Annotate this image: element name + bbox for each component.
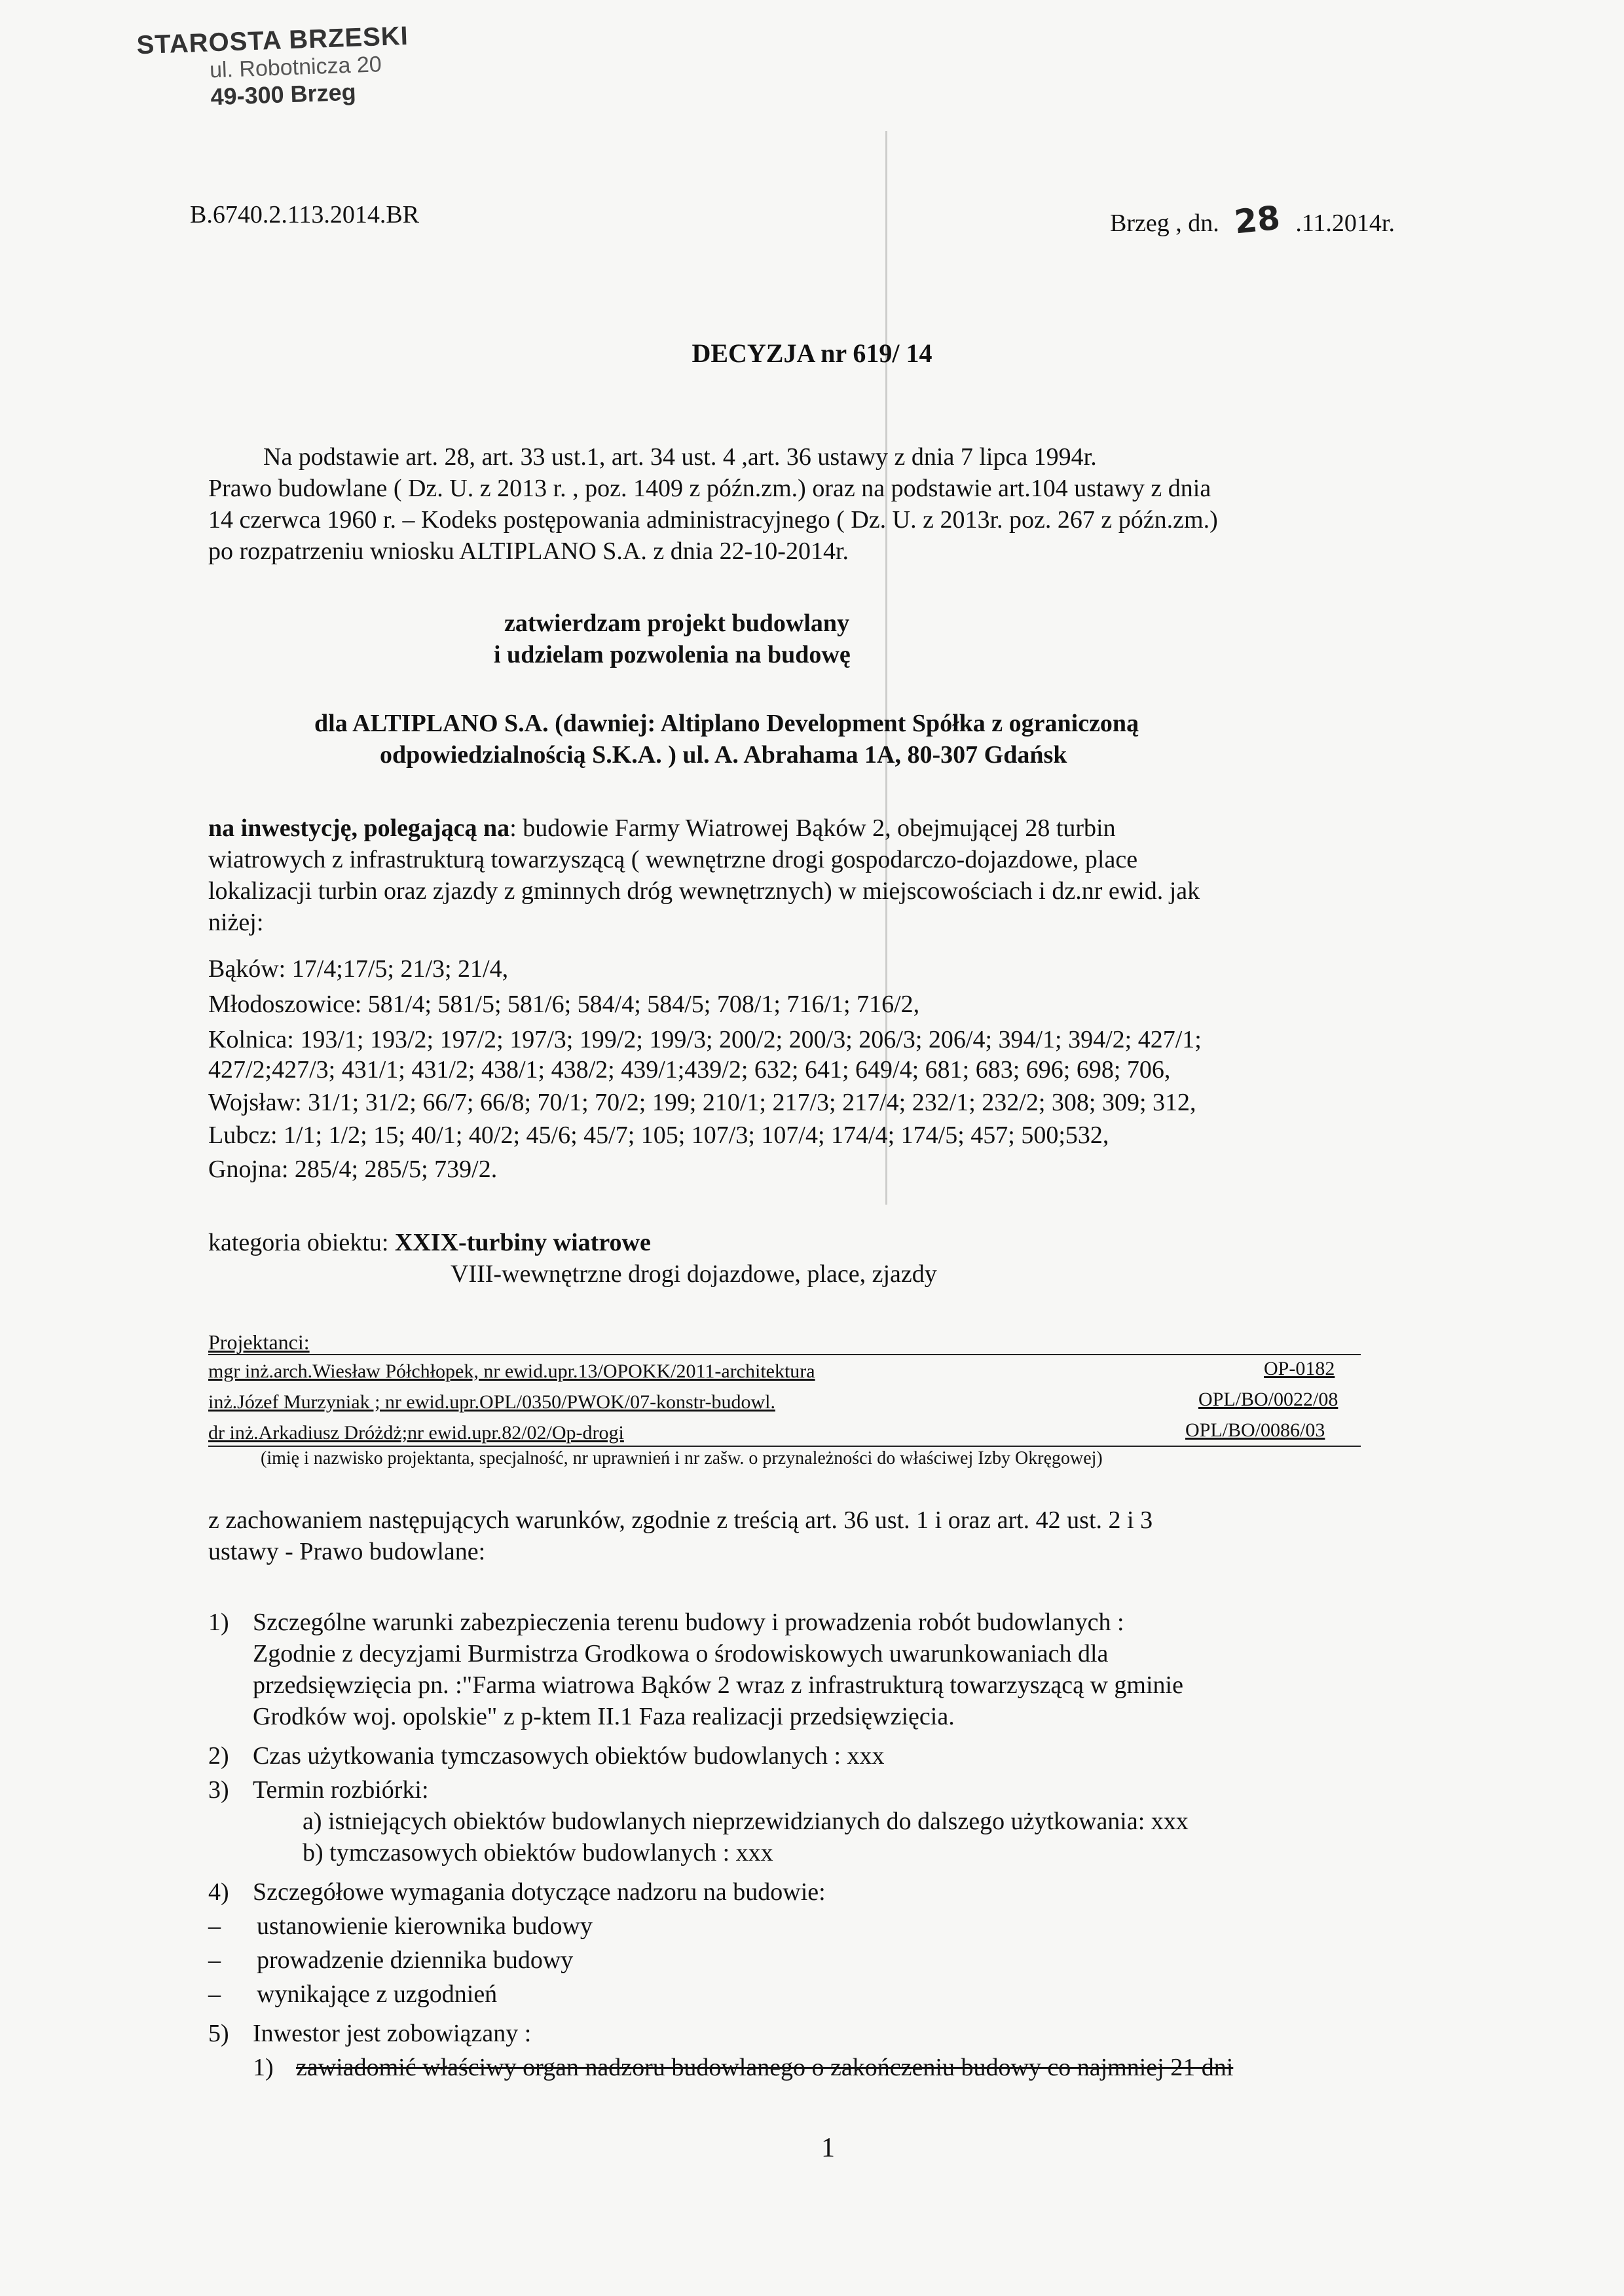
condition-1-number: 1): [208, 1609, 229, 1636]
bullet-text-3: wynikające z uzgodnień: [257, 1980, 498, 2008]
conditions-intro-1: z zachowaniem następujących warunków, zgodnie z treścią art. 36 ust. 1 i oraz art. 42 ust. 2 i 3: [208, 1506, 1153, 1534]
condition-3-number: 3): [208, 1776, 229, 1804]
condition-1-line-3: przedsięwzięcia pn. :"Farma wiatrowa Bąków 2 wraz z infrastrukturą towarzyszącą w gminie: [253, 1671, 1183, 1699]
parcels-kolnica-2: 427/2;427/3; 431/1; 431/2; 438/1; 438/2; 439/1;439/2; 632; 641; 649/4; 681; 683; 696; 698; 706,: [208, 1056, 1171, 1084]
condition-2-text: Czas użytkowania tymczasowych obiektów budowlanych : xxx: [253, 1742, 885, 1770]
category-main: XXIX-turbiny wiatrowe: [394, 1229, 651, 1256]
bullet-dash-1: –: [208, 1912, 221, 1940]
parcels-kolnica-1: Kolnica: 193/1; 193/2; 197/2; 197/3; 199/2; 199/3; 200/2; 200/3; 206/3; 206/4; 394/1; 394/2; 427/1;: [208, 1026, 1202, 1053]
investment-line-4: niżej:: [208, 909, 264, 936]
condition-4-text: Szczegółowe wymagania dotyczące nadzoru na budowie:: [253, 1878, 826, 1906]
designer-3-code: OPL/BO/0086/03: [1185, 1419, 1325, 1441]
bullet-text-2: prowadzenie dziennika budowy: [257, 1946, 574, 1974]
designer-1-name: mgr inż.arch.Wiesław Półchłopek, nr ewid.upr.13/OPOKK/2011-architektura: [208, 1360, 815, 1382]
stamp-postcode: 49-300 Brzeg: [210, 78, 357, 111]
reference-number: B.6740.2.113.2014.BR: [190, 201, 420, 228]
category-label: kategoria obiektu:: [208, 1229, 395, 1256]
designer-1-code: OP-0182: [1264, 1358, 1335, 1379]
stamp-street: ul. Robotnicza 20: [209, 52, 382, 83]
decision-line-2: i udzielam pozwolenia na budowę: [494, 641, 851, 668]
basis-line-3: 14 czerwca 1960 r. – Kodeks postępowania administracyjnego ( Dz. U. z 2013r. poz. 267 z późn.zm.): [208, 506, 1218, 534]
condition-4-number: 4): [208, 1878, 229, 1906]
condition-3-text: Termin rozbiórki:: [253, 1776, 429, 1804]
category-line: [208, 1228, 651, 1258]
investment-line-3: lokalizacji turbin oraz zjazdy z gminnych dróg wewnętrznych) w miejscowościach i dz.nr ewid. jak: [208, 877, 1200, 905]
designers-rule-1: [208, 1354, 1361, 1355]
handwritten-day: 28: [1232, 198, 1282, 242]
designer-2-name: inż.Józef Murzyniak ; nr ewid.upr.OPL/0350/PWOK/07-konstr-budowl.: [208, 1391, 775, 1413]
condition-5-text: Inwestor jest zobowiązany :: [253, 2020, 532, 2047]
condition-5-number: 5): [208, 2020, 229, 2047]
condition-5-1-number: 1): [253, 2054, 274, 2081]
condition-3b-text: b) tymczasowych obiektów budowlanych : xxx: [303, 1839, 773, 1867]
bullet-text-1: ustanowienie kierownika budowy: [257, 1912, 593, 1940]
designers-caption: (imię i nazwisko projektanta, specjalność, nr uprawnień i nr zašw. o przynależności do właściwej Izby Okręgowej): [261, 1448, 1103, 1468]
condition-3a-text: a) istniejących obiektów budowlanych nieprzewidzianych do dalszego użytkowania: xxx: [303, 1808, 1189, 1835]
parcels-gnojna: Gnojna: 285/4; 285/5; 739/2.: [208, 1156, 498, 1183]
stamp-office-name: STAROSTA BRZESKI: [136, 21, 409, 60]
investment-label: na inwestycję, polegającą na: [208, 814, 510, 842]
condition-2-number: 2): [208, 1742, 229, 1770]
recipient-line-2: odpowiedzialnością S.K.A. ) ul. A. Abrahama 1A, 80-307 Gdańsk: [380, 741, 1067, 769]
investment-line-2: wiatrowych z infrastrukturą towarzyszącą ( wewnętrzne drogi gospodarczo-dojazdowe, place: [208, 846, 1138, 873]
basis-line-4: po rozpatrzeniu wniosku ALTIPLANO S.A. z dnia 22-10-2014r.: [208, 538, 849, 565]
category-sub: VIII-wewnętrzne drogi dojazdowe, place, zjazdy: [451, 1260, 937, 1288]
decision-title: DECYZJA nr 619/ 14: [692, 338, 932, 368]
date-rest: .11.2014r.: [1295, 210, 1395, 237]
designer-3-name: dr inż.Arkadiusz Dróżdż;nr ewid.upr.82/02/Op-drogi: [208, 1422, 624, 1444]
designer-2-code: OPL/BO/0022/08: [1198, 1389, 1338, 1410]
parcels-mlodoszowice: Młodoszowice: 581/4; 581/5; 581/6; 584/4; 584/5; 708/1; 716/1; 716/2,: [208, 991, 920, 1018]
decision-line-1: zatwierdzam projekt budowlany: [504, 610, 850, 637]
designers-rule-2: [208, 1446, 1361, 1447]
recipient-line-1: dla ALTIPLANO S.A. (dawniej: Altiplano Development Spółka z ograniczoną: [314, 710, 1139, 737]
page-number: 1: [821, 2133, 835, 2163]
bullet-dash-3: –: [208, 1980, 221, 2008]
bullet-dash-2: –: [208, 1946, 221, 1974]
place-label: Brzeg , dn.: [1110, 210, 1219, 237]
condition-1-line-4: Grodków woj. opolskie" z p-ktem II.1 Faza realizacji przedsięwzięcia.: [253, 1703, 955, 1730]
office-stamp: [136, 22, 411, 113]
parcels-wojslaw: Wojsław: 31/1; 31/2; 66/7; 66/8; 70/1; 70/2; 199; 210/1; 217/3; 217/4; 232/1; 232/2; 308; 309; 312,: [208, 1089, 1196, 1116]
designers-heading: Projektanci:: [208, 1330, 310, 1354]
date-line: [1110, 200, 1395, 240]
parcels-bakow: Bąków: 17/4;17/5; 21/3; 21/4,: [208, 955, 509, 983]
parcels-lubcz: Lubcz: 1/1; 1/2; 15; 40/1; 40/2; 45/6; 45/7; 105; 107/3; 107/4; 174/4; 174/5; 457; 500;532,: [208, 1121, 1109, 1149]
condition-1-line-1: Szczególne warunki zabezpieczenia terenu budowy i prowadzenia robót budowlanych :: [253, 1609, 1124, 1636]
basis-line-1: Na podstawie art. 28, art. 33 ust.1, art. 34 ust. 4 ,art. 36 ustawy z dnia 7 lipca 1994r.: [263, 443, 1097, 471]
conditions-intro-2: ustawy - Prawo budowlane:: [208, 1538, 486, 1565]
basis-line-2: Prawo budowlane ( Dz. U. z 2013 r. , poz. 1409 z późn.zm.) oraz na podstawie art.104 ustawy z dnia: [208, 475, 1211, 502]
condition-1-line-2: Zgodnie z decyzjami Burmistrza Grodkowa o środowiskowych uwarunkowaniach dla: [253, 1640, 1109, 1667]
condition-5-1-text: zawiadomić właściwy organ nadzoru budowlanego o zakończeniu budowy co najmniej 21 dni: [296, 2054, 1234, 2081]
investment-text-1: : budowie Farmy Wiatrowej Bąków 2, obejmującej 28 turbin: [509, 814, 1116, 842]
investment-line-1: [208, 814, 1116, 844]
